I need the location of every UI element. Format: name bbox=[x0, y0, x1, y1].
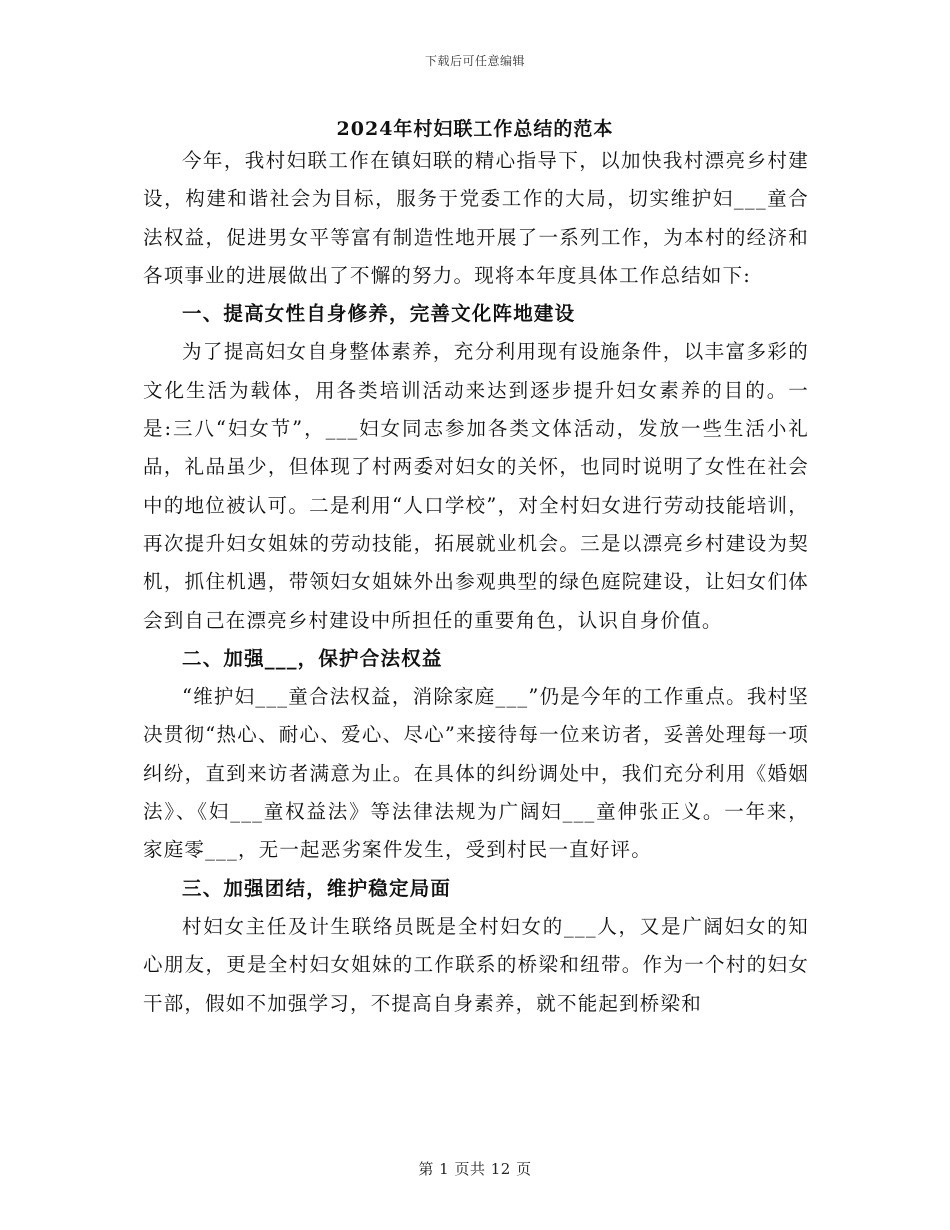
section-paragraph-1: 为了提高妇女自身整体素养，充分利用现有设施条件，以丰富多彩的文化生活为载体，用各类培训活动来达到逐步提升妇女素养的目的。一是:三八“妇女节”，___妇女同志参加各类文体活动，发放一些生活小礼品，礼品虽少，但体现了村两委对妇女的关怀，也同时说明了女性在社会中的地位被认可。二是利用“人口学校”，对全村妇女进行劳动技能培训，再次提升妇女姐妹的劳动技能，拓展就业机会。三是以漂亮乡村建设为契机，抓住机遇，带领妇女姐妹外出参观典型的绿色庭院建设，让妇女们体会到自己在漂亮乡村建设中所担任的重要角色，认识自身价值。 bbox=[143, 340, 809, 632]
section-heading-3: 三、加强团结，维护稳定局面 bbox=[182, 876, 452, 900]
document-title: 2024年村妇联工作总结的范本 bbox=[336, 118, 614, 140]
section-heading-1: 一、提高女性自身修养，完善文化阵地建设 bbox=[182, 302, 576, 326]
page-header-note: 下载后可任意编辑 bbox=[424, 54, 525, 68]
document-body bbox=[143, 142, 809, 1023]
intro-paragraph: 今年，我村妇联工作在镇妇联的精心指导下，以加快我村漂亮乡村建设，构建和谐社会为目标，服务于党委工作的大局，切实维护妇___童合法权益，促进男女平等富有制造性地开展了一系列工作，为本村的经济和各项事业的进展做出了不懈的努力。现将本年度具体工作总结如下: bbox=[143, 149, 809, 287]
section-paragraph-2: “维护妇___童合法权益，消除家庭___”仍是今年的工作重点。我村坚决贯彻“热心、耐心、爱心、尽心”来接待每一位来访者，妥善处理每一项纠纷，直到来访者满意为止。在具体的纠纷调处中，我们充分利用《婚姻法》、《妇___童权益法》等法律法规为广阔妇___童伸张正义。一年来，家庭零___，无一起恶劣案件发生，受到村民一直好评。 bbox=[143, 685, 809, 862]
section-heading-2: 二、加强___，保护合法权益 bbox=[182, 646, 443, 670]
page-number-footer: 第 1 页共 12 页 bbox=[418, 1160, 532, 1178]
section-paragraph-3: 村妇女主任及计生联络员既是全村妇女的___人，又是广阔妇女的知心朋友，更是全村妇女姐妹的工作联系的桥梁和纽带。作为一个村的妇女干部，假如不加强学习，不提高自身素养，就不能起到桥梁和 bbox=[143, 914, 809, 1015]
